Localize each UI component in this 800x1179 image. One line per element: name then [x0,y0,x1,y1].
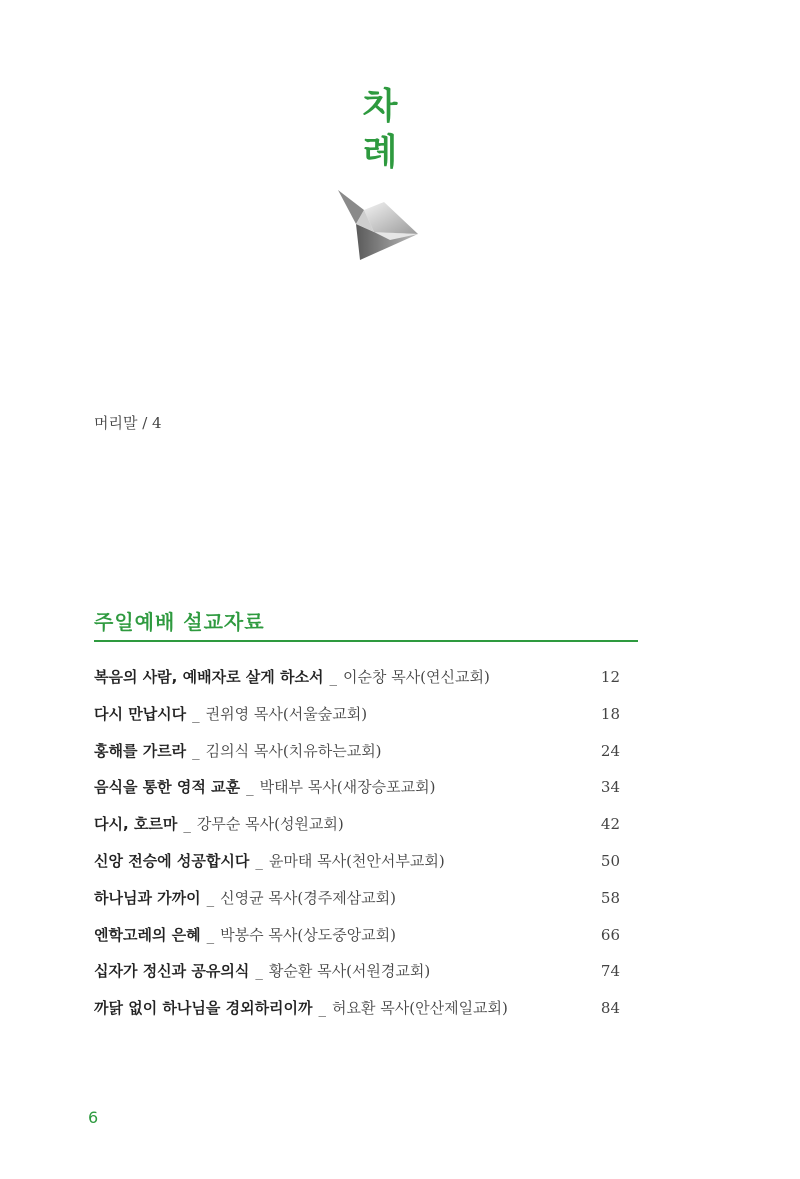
toc-entry-separator: _ [246,778,254,797]
toc-entry [94,703,620,740]
toc-entry-page: 58 [600,888,620,907]
toc-entry-author: 허요환 목사(안산제일교회) [332,999,508,1018]
toc-entry [94,740,620,777]
toc-entry-separator: _ [192,741,200,760]
toc-entry-title: 까닭 없이 하나님을 경외하리이까 [94,999,313,1018]
toc-entry-title: 신앙 전승에 성공합시다 [94,851,250,870]
page-title [340,84,420,176]
toc-entry [94,850,620,887]
toc-entry [94,887,620,924]
toc-entry-author: 김의식 목사(치유하는교회) [205,741,382,760]
toc-entry-page: 66 [600,925,620,944]
toc-entry-separator: _ [329,668,337,686]
toc-entry-author: 권위영 목사(서울숲교회) [205,704,368,723]
toc-entry-title: 다시, 호르마 [94,815,178,834]
toc-entry [94,997,620,1034]
toc-entry [94,776,620,813]
toc-entry [94,813,620,850]
preface-entry: 머리말 / 4 [94,414,162,432]
toc-entry-page: 50 [600,851,620,870]
toc-entry-separator: _ [255,851,263,870]
page-title-line2: 례 [362,132,398,173]
table-of-contents [94,666,620,1034]
toc-entry-author: 강무순 목사(성원교회) [196,815,344,834]
toc-entry-separator: _ [318,999,327,1018]
toc-entry-title: 홍해를 가르라 [94,741,187,760]
toc-entry-author: 박봉수 목사(상도중앙교회) [220,925,397,944]
toc-entry-author: 이순창 목사(연신교회) [342,668,490,686]
page-title-line1: 차 [362,86,398,127]
toc-entry-page: 74 [600,962,620,981]
section-title: 주일예배 설교자료 [94,610,265,634]
toc-entry-title: 다시 만납시다 [94,704,187,723]
toc-entry-separator: _ [192,704,200,723]
toc-entry-title: 엔학고레의 은혜 [94,925,201,944]
toc-entry-page: 18 [600,704,620,723]
toc-entry-title: 하나님과 가까이 [94,888,201,907]
toc-entry [94,666,620,703]
section-divider [94,640,638,642]
toc-entry-separator: _ [255,962,263,981]
toc-entry [94,960,620,997]
toc-entry-separator: _ [183,815,191,834]
toc-entry-author: 박태부 목사(새장승포교회) [259,778,436,797]
paper-crane-icon [334,184,424,264]
toc-entry-page: 24 [600,741,620,760]
toc-entry-author: 윤마태 목사(천안서부교회) [268,851,445,870]
toc-entry-separator: _ [206,925,215,944]
toc-entry-title: 십자가 정신과 공유의식 [94,962,250,981]
toc-entry-page: 12 [600,668,620,686]
toc-entry-title: 복음의 사람, 예배자로 살게 하소서 [94,668,324,686]
toc-entry-page: 84 [600,999,620,1018]
toc-entry-page: 34 [600,778,620,797]
toc-entry-page: 42 [600,815,620,834]
toc-entry [94,924,620,961]
page-number: 6 [88,1108,99,1127]
toc-entry-separator: _ [206,888,215,907]
toc-entry-author: 신영균 목사(경주제삼교회) [220,888,397,907]
toc-entry-title: 음식을 통한 영적 교훈 [94,778,241,797]
toc-entry-author: 황순환 목사(서원경교회) [268,962,431,981]
